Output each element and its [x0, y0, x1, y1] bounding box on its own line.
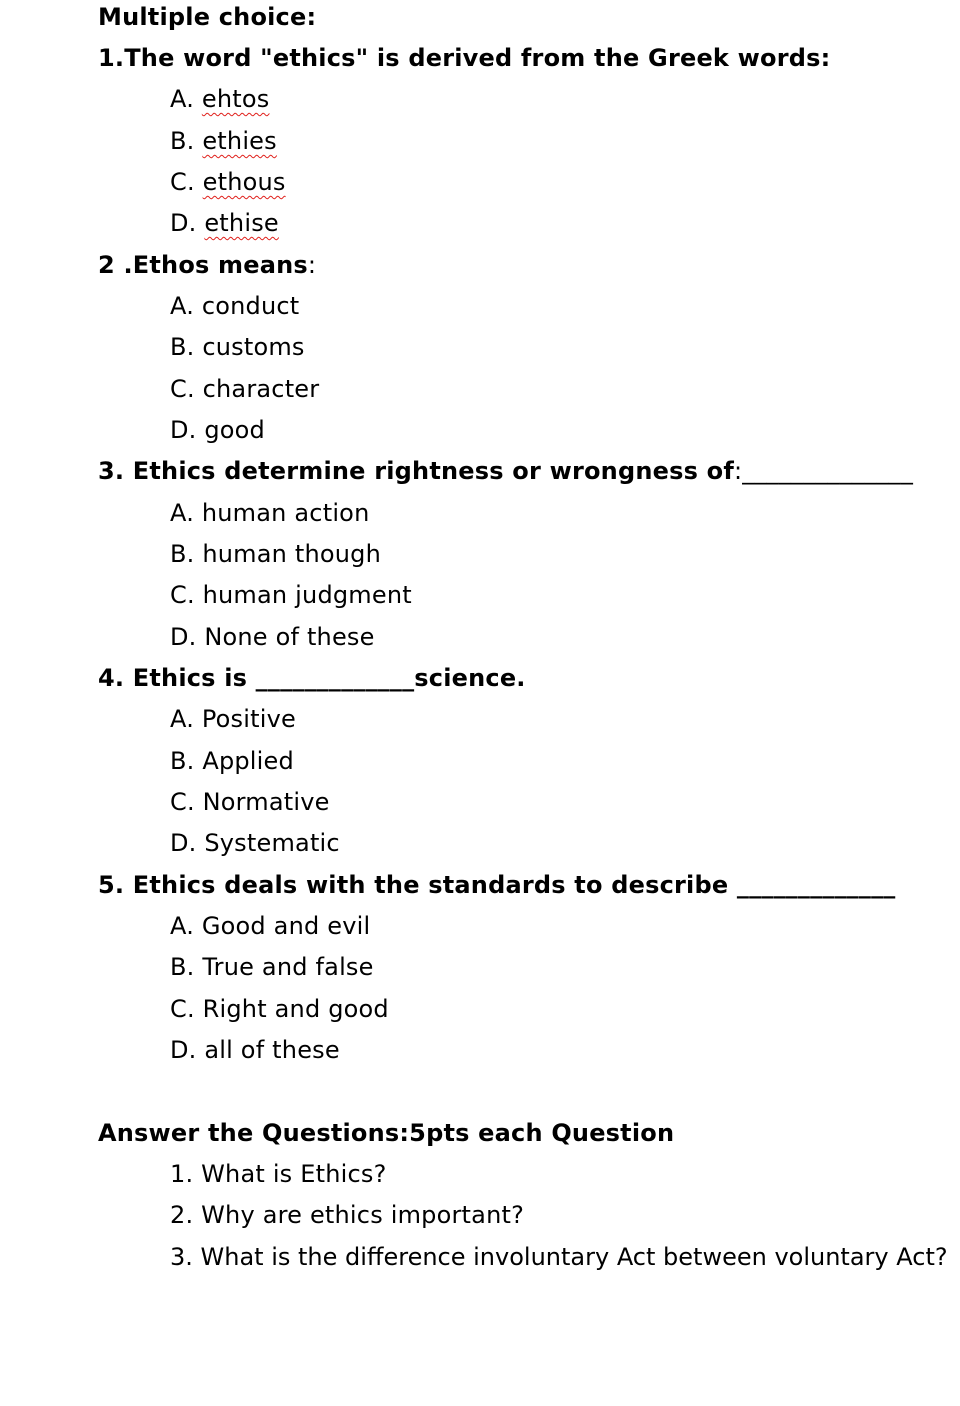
question-3-main: 3. Ethics determine rightness or wrongness of [98, 457, 734, 485]
option-text: ethise [204, 209, 279, 237]
question-4-option-c: C. Normative [170, 788, 330, 816]
question-1-option-a [170, 84, 269, 114]
question-5-option-b: B. True and false [170, 953, 374, 981]
question-3-option-a: A. human action [170, 499, 370, 527]
question-4-text: 4. Ethics is _____________science. [98, 664, 526, 692]
open-question-3: 3. What is the difference involuntary Act between voluntary Act? [170, 1243, 948, 1271]
question-2-option-d: D. good [170, 416, 265, 444]
question-4-option-a: A. Positive [170, 705, 296, 733]
option-letter: B. [170, 127, 203, 155]
question-2-option-c: C. character [170, 375, 320, 403]
question-1-text: 1.The word "ethics" is derived from the Greek words: [98, 44, 831, 72]
option-text: ehtos [201, 85, 270, 113]
question-5-option-c: C. Right and good [170, 995, 389, 1023]
question-5-text: 5. Ethics deals with the standards to describe _____________ [98, 871, 896, 899]
question-5-option-d: D. all of these [170, 1036, 340, 1064]
question-2-main: 2 .Ethos means [98, 251, 308, 279]
question-1-option-c [170, 167, 286, 197]
question-3-option-d: D. None of these [170, 623, 375, 651]
question-2-suffix: : [307, 251, 317, 279]
question-4-option-b: B. Applied [170, 747, 294, 775]
question-3-option-c: C. human judgment [170, 581, 412, 609]
option-text: ethies [202, 127, 277, 155]
question-3-text [98, 456, 913, 486]
option-letter: C. [170, 168, 203, 196]
question-3-option-b: B. human though [170, 540, 382, 568]
question-3-suffix: :______________ [733, 457, 914, 485]
question-2-option-b: B. customs [170, 333, 305, 361]
section-title-answer-questions: Answer the Questions:5pts each Question [98, 1119, 675, 1147]
option-letter: A. [170, 85, 202, 113]
section-title-multiple-choice: Multiple choice: [98, 3, 317, 31]
open-question-1: 1. What is Ethics? [170, 1160, 387, 1188]
question-2-text [98, 250, 316, 280]
question-1-option-b [170, 126, 277, 156]
option-letter: D. [170, 209, 205, 237]
question-5-option-a: A. Good and evil [170, 912, 371, 940]
option-text: ethous [202, 168, 286, 196]
question-1-option-d [170, 208, 279, 238]
question-4-option-d: D. Systematic [170, 829, 340, 857]
open-question-2: 2. Why are ethics important? [170, 1201, 525, 1229]
question-2-option-a: A. conduct [170, 292, 300, 320]
